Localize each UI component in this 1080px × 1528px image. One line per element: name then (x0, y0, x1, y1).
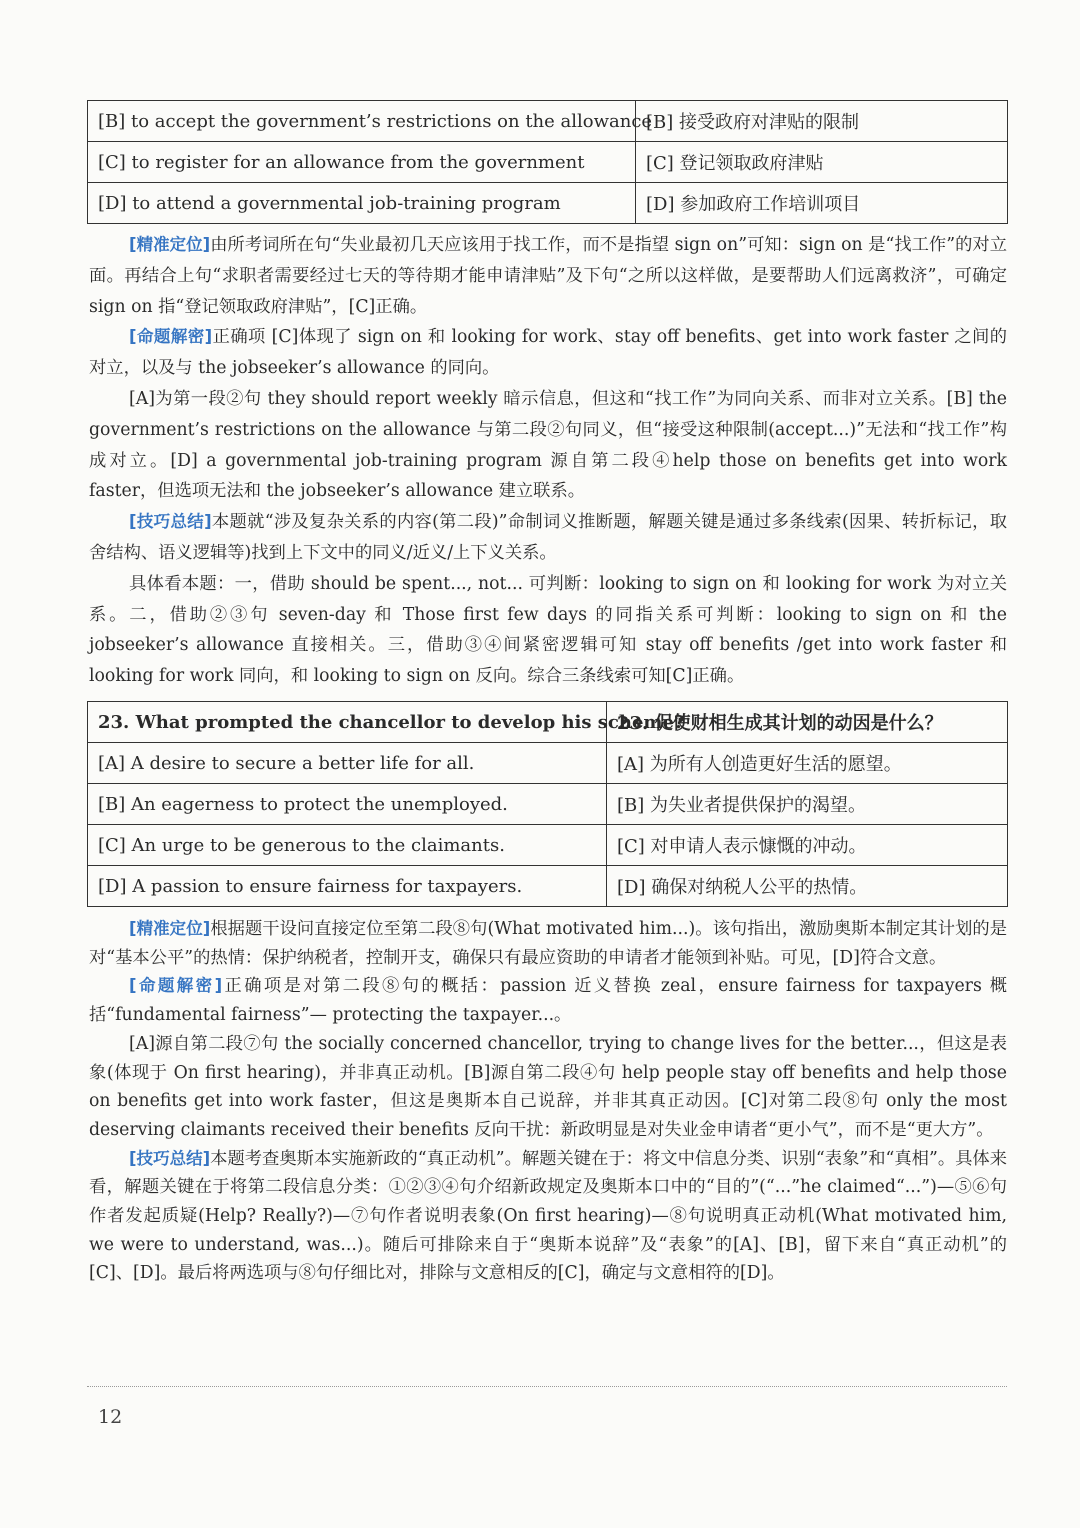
paragraph-text: 本题就“涉及复杂关系的内容(第二段)”命制词义推断题，解题关键是通过多条线索(因果、转折标记，取舍结构、语义逻辑等)找到上下文中的同义/近义/上下义关系。 (89, 512, 1007, 563)
option-a-en: [A] A desire to secure a better life for all. (88, 743, 607, 784)
section-tag-locate: [精准定位] (129, 919, 211, 938)
question-en: 23. What prompted the chancellor to develop his scheme? (88, 702, 607, 743)
paragraph (89, 972, 1007, 1029)
option-c-en: [C] An urge to be generous to the claimants. (88, 825, 607, 866)
paragraph-text: 由所考词所在句“失业最初几天应该用于找工作，而不是指望 sign on”可知：sign on 是“找工作”的对立面。再结合上句“求职者需要经过七天的等待期才能申请津贴”及下句“之所以这样做，是要帮助人们远离救济”，可确定 sign on 指“登记领取政府津贴”，[C]正确。 (89, 235, 1007, 317)
table-header-row (88, 702, 1008, 743)
table-row (88, 825, 1008, 866)
option-d-en: [D] to attend a governmental job-training program (88, 183, 636, 224)
option-d-en: [D] A passion to ensure fairness for taxpayers. (88, 866, 607, 907)
option-c-zh: [C] 对申请人表示慷慨的冲动。 (607, 825, 1008, 866)
paragraph-text: 根据题干设问直接定位至第二段⑧句(What motivated him...)。该句指出，激励奥斯本制定其计划的是对“基本公平”的热情：保护纳税者，控制开支，确保只有最应资助的申请者才能领到补贴。可见，[D]符合文意。 (89, 919, 1007, 968)
question-zh: 23. 促使财相生成其计划的动因是什么？ (607, 702, 1008, 743)
paragraph (89, 230, 1007, 322)
section-tag-skill: [技巧总结] (129, 1148, 211, 1168)
option-b-zh: [B] 接受政府对津贴的限制 (636, 101, 1008, 142)
paragraph: [A]源自第二段⑦句 the socially concerned chancellor, trying to change lives for the better...，但这是表象(体现于 On first hearing)，并非真正动机。[B]源自第二段④句 help people stay off benefits and help those on benefits get into work faster，但这是奥斯本自己说辞，并非其真正动因。[C]对第二段⑧句 only the most deserving claimants received their benefits 反向干扰：新政明显是对失业金申请者“更小气”，而不是“更大方”。 (89, 1033, 1007, 1140)
paragraph-text: 正确项 [C]体现了 sign on 和 looking for work、stay off benefits、get into work faster 之间的对立，以及与 the jobseeker’s allowance 的同向。 (89, 327, 1007, 379)
option-d-zh: [D] 参加政府工作培训项目 (636, 183, 1008, 224)
paragraph-text: 本题考查奥斯本实施新政的“真正动机”。解题关键在于：将文中信息分类、识别“表象”和“真相”。具体来看，解题关键在于将第二段信息分类：①②③④句介绍新政规定及奥斯本口中的“目的”(“...”he claimed“...”)—⑤⑥句作者发起质疑(Help? Really?)—⑦句作者说明表象(On first hearing)—⑧句说明真正动机(What motivated him, we were to understand, was...)。随后可排除来自于“奥斯本说辞”及“表象”的[A]、[B]，留下来自“真正动机”的[C]、[D]。最后将两选项与⑧句仔细比对，排除与文意相反的[C]，确定与文意相符的[D]。 (89, 1148, 1007, 1284)
option-b-en: [B] to accept the government’s restrictions on the allowance (88, 101, 636, 142)
section-tag-decode: [命题解密] (129, 327, 213, 347)
footer-divider (87, 1386, 1007, 1387)
paragraph: [A]为第一段②句 they should report weekly 暗示信息，但这和“找工作”为同向关系、而非对立关系。[B] the government’s restrictions on the allowance 与第二段②句同义，但“接受这种限制(accept...)”无法和“找工作”构成对立。[D] a governmental job-training program 源自第二段④help those on benefits get into work faster，但选项无法和 the jobseeker’s allowance 建立联系。 (89, 388, 1007, 502)
option-b-en: [B] An eagerness to protect the unemployed. (88, 784, 607, 825)
options-table-q23 (87, 701, 1008, 907)
option-a-zh: [A] 为所有人创造更好生活的愿望。 (607, 743, 1008, 784)
paragraph: 具体看本题：一，借助 should be spent..., not... 可判断：looking to sign on 和 looking for work 为对立关系。二，借助②③句 seven-day 和 Those first few days 的同指关系可判断：looking to sign on 和 the jobseeker’s allowance 直接相关。三，借助③④间紧密逻辑可知 stay off benefits /get into work faster 和 looking for work 同向，和 looking to sign on 反向。综合三条线索可知[C]正确。 (89, 573, 1007, 687)
section-tag-skill: [技巧总结] (129, 512, 212, 532)
table-row (88, 183, 1008, 224)
paragraph (89, 915, 1007, 972)
option-c-en: [C] to register for an allowance from the government (88, 142, 636, 183)
table-row (88, 784, 1008, 825)
paragraph (89, 507, 1007, 569)
option-b-zh: [B] 为失业者提供保护的渴望。 (607, 784, 1008, 825)
options-table-q22 (87, 100, 1008, 224)
table-row (88, 142, 1008, 183)
page-number: 12 (98, 1406, 123, 1428)
paragraph (89, 322, 1007, 384)
paragraph (89, 1145, 1007, 1289)
table-row (88, 743, 1008, 784)
section-tag-locate: [精准定位] (129, 235, 211, 254)
q23-analysis (89, 915, 1007, 1288)
table-row (88, 866, 1008, 907)
table-row (88, 101, 1008, 142)
option-c-zh: [C] 登记领取政府津贴 (636, 142, 1008, 183)
option-d-zh: [D] 确保对纳税人公平的热情。 (607, 866, 1008, 907)
paragraph-text: 正确项是对第二段⑧句的概括：passion 近义替换 zeal，ensure fairness for taxpayers 概括“fundamental fairness”— protecting the taxpayer...。 (89, 976, 1007, 1026)
section-tag-decode: [命题解密] (129, 976, 223, 996)
q22-analysis (89, 230, 1007, 692)
